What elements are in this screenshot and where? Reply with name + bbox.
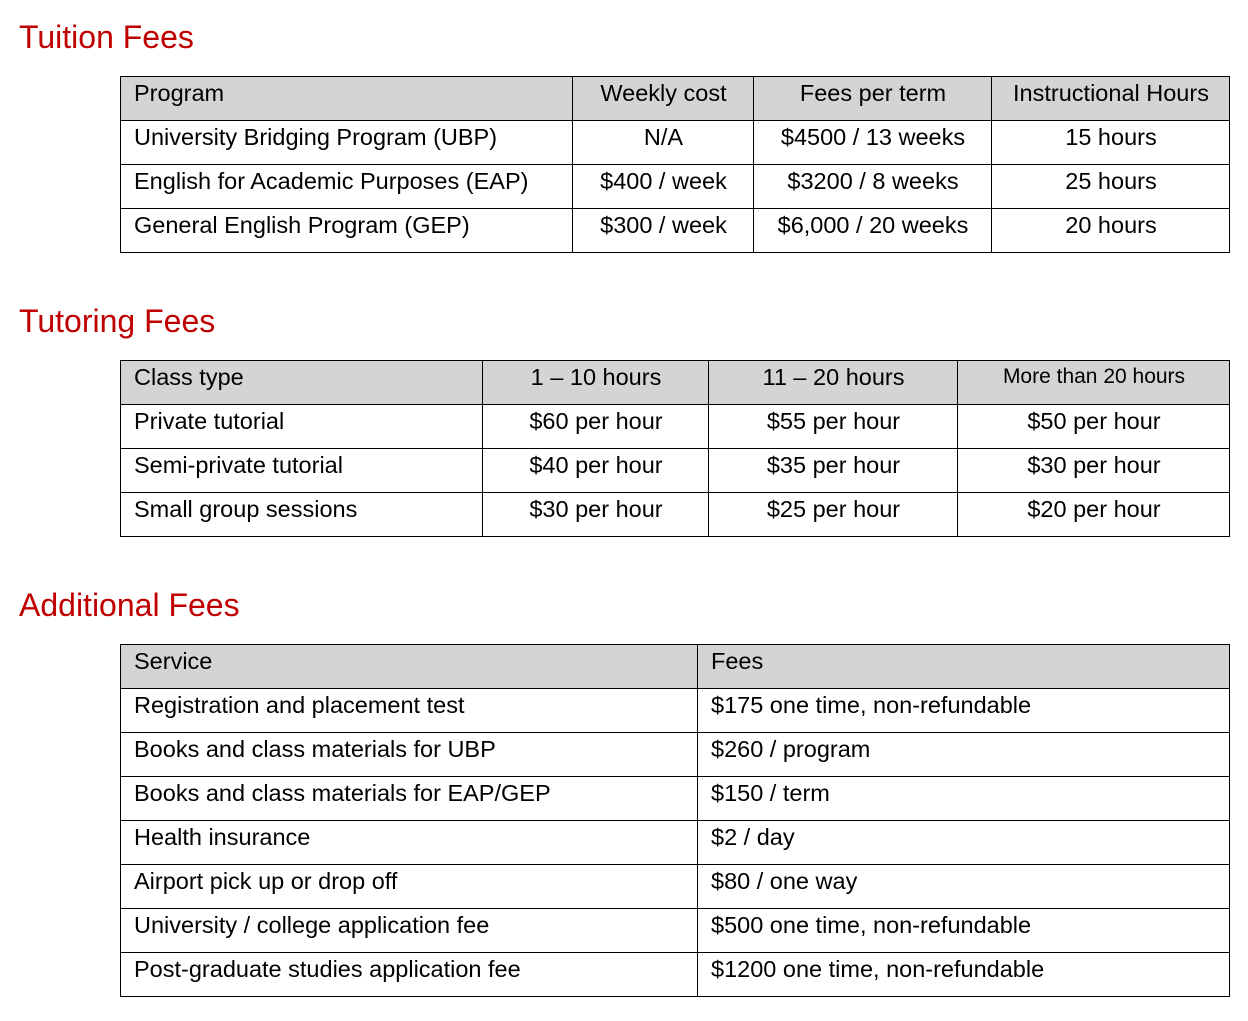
column-header-11-20-hours: 11 – 20 hours	[709, 361, 958, 405]
table-header-row	[121, 77, 1230, 121]
additional-fees-title: Additional Fees	[19, 587, 240, 623]
table-row	[121, 449, 1230, 493]
table-row	[121, 121, 1230, 165]
table-cell: $260 / program	[698, 733, 1230, 777]
tutoring-fees-title: Tutoring Fees	[19, 303, 216, 339]
column-header-fees-per-term: Fees per term	[754, 77, 992, 121]
table-cell: $2 / day	[698, 821, 1230, 865]
table-cell: $30 per hour	[958, 449, 1230, 493]
table-cell: $30 per hour	[483, 493, 709, 537]
table-cell: $20 per hour	[958, 493, 1230, 537]
table-cell: General English Program (GEP)	[121, 209, 573, 253]
table-cell: $40 per hour	[483, 449, 709, 493]
table-cell: 25 hours	[992, 165, 1230, 209]
table-row	[121, 209, 1230, 253]
table-row	[121, 165, 1230, 209]
table-cell: Books and class materials for EAP/GEP	[121, 777, 698, 821]
column-header-service: Service	[121, 645, 698, 689]
table-cell: $60 per hour	[483, 405, 709, 449]
table-header-row	[121, 645, 1230, 689]
table-cell: University Bridging Program (UBP)	[121, 121, 573, 165]
additional-fees-table	[120, 644, 1230, 997]
table-cell: 20 hours	[992, 209, 1230, 253]
table-row	[121, 777, 1230, 821]
table-cell: $150 / term	[698, 777, 1230, 821]
table-cell: Semi-private tutorial	[121, 449, 483, 493]
table-cell: $35 per hour	[709, 449, 958, 493]
table-row	[121, 953, 1230, 997]
tuition-fees-title: Tuition Fees	[19, 19, 194, 55]
table-cell: Registration and placement test	[121, 689, 698, 733]
table-header-row	[121, 361, 1230, 405]
table-cell: $6,000 / 20 weeks	[754, 209, 992, 253]
column-header-1-10-hours: 1 – 10 hours	[483, 361, 709, 405]
table-row	[121, 689, 1230, 733]
table-cell: Airport pick up or drop off	[121, 865, 698, 909]
column-header-instructional-hours: Instructional Hours	[992, 77, 1230, 121]
table-cell: University / college application fee	[121, 909, 698, 953]
table-row	[121, 493, 1230, 537]
table-cell: Private tutorial	[121, 405, 483, 449]
table-cell: Small group sessions	[121, 493, 483, 537]
table-cell: $50 per hour	[958, 405, 1230, 449]
table-row	[121, 909, 1230, 953]
table-cell: $25 per hour	[709, 493, 958, 537]
table-cell: Books and class materials for UBP	[121, 733, 698, 777]
tuition-fees-table	[120, 76, 1230, 253]
column-header-fees: Fees	[698, 645, 1230, 689]
table-cell: $300 / week	[573, 209, 754, 253]
table-cell: $500 one time, non-refundable	[698, 909, 1230, 953]
table-row	[121, 821, 1230, 865]
table-cell: $80 / one way	[698, 865, 1230, 909]
column-header-more-than-20-hours: More than 20 hours	[958, 361, 1230, 405]
table-cell: $400 / week	[573, 165, 754, 209]
table-row	[121, 733, 1230, 777]
table-cell: Post-graduate studies application fee	[121, 953, 698, 997]
table-cell: $175 one time, non-refundable	[698, 689, 1230, 733]
table-cell: $55 per hour	[709, 405, 958, 449]
column-header-class-type: Class type	[121, 361, 483, 405]
table-cell: English for Academic Purposes (EAP)	[121, 165, 573, 209]
column-header-program: Program	[121, 77, 573, 121]
table-row	[121, 405, 1230, 449]
table-cell: Health insurance	[121, 821, 698, 865]
table-cell: 15 hours	[992, 121, 1230, 165]
tutoring-fees-table	[120, 360, 1230, 537]
table-cell: $3200 / 8 weeks	[754, 165, 992, 209]
table-row	[121, 865, 1230, 909]
table-cell: $1200 one time, non-refundable	[698, 953, 1230, 997]
column-header-weekly-cost: Weekly cost	[573, 77, 754, 121]
table-cell: N/A	[573, 121, 754, 165]
table-cell: $4500 / 13 weeks	[754, 121, 992, 165]
